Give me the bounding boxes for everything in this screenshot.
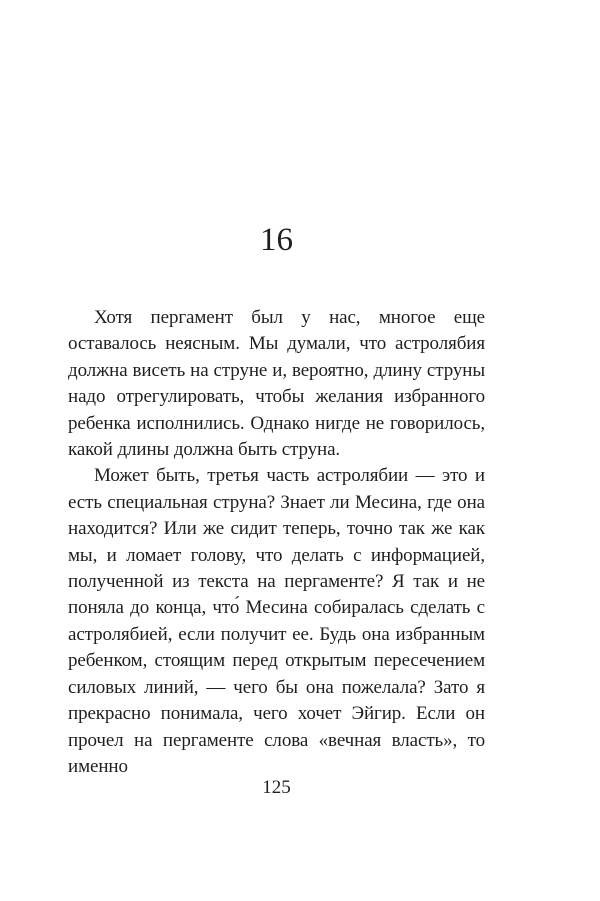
chapter-number: 16 <box>260 222 293 258</box>
page-number: 125 <box>262 777 291 798</box>
body-text <box>68 305 485 780</box>
paragraph: Хотя пергамент был у нас, многое еще оставалось неясным. Мы думали, что астролябия должна висеть на струне и, вероятно, длину струны надо отрегулировать, чтобы желания избранного ребенка исполнились. Однако нигде не говорилось, какой длины должна быть струна. <box>68 307 485 461</box>
paragraph: Может быть, третья часть астролябии — это и есть специальная струна? Знает ли Месина, где она находится? Или же сидит теперь, точно так же как мы, и ломает голову, что делать с информацией, полученной из текста на пергаменте? Я так и не поняла до конца, что́ Месина собиралась сделать с астролябией, если получит ее. Будь она избранным ребенком, стоящим перед открытым пересечением силовых линий, — чего бы она пожелала? Зато я прекрасно понимала, чего хочет Эйгир. Если он прочел на пергаменте слова «вечная власть», то именно <box>68 465 485 777</box>
